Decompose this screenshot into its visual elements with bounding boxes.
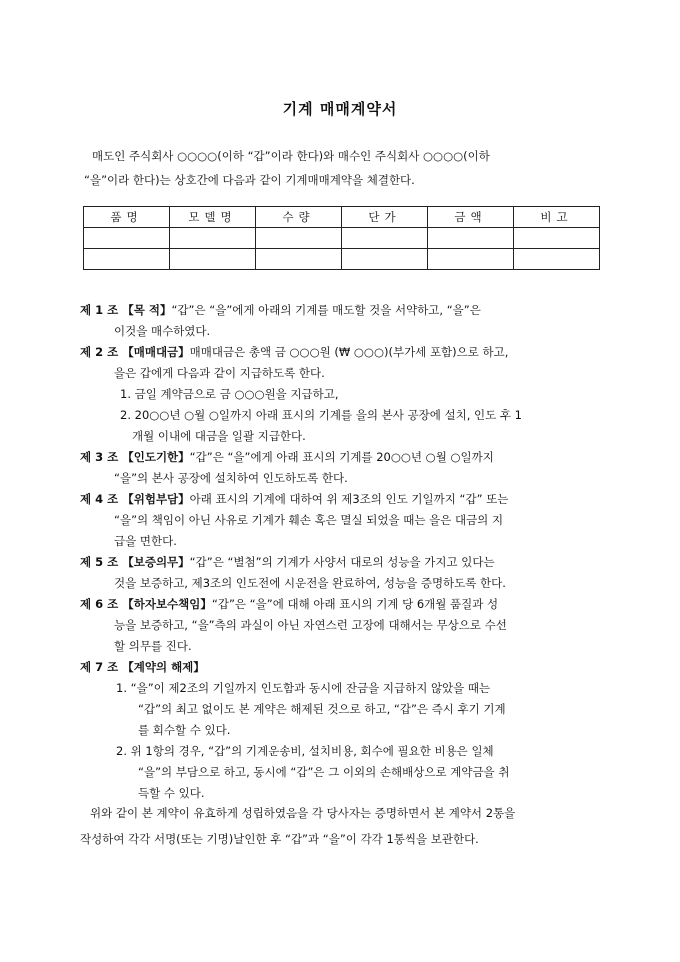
table-cell [84, 249, 170, 270]
article-subitem-cont: “갑”의 최고 없이도 본 계약은 해제된 것으로 하고, “갑”은 즉시 후기 기계 [138, 702, 506, 716]
article-subitem-cont: 개월 이내에 대금을 일괄 지급한다. [132, 429, 306, 443]
article-2 [80, 342, 606, 447]
article-title: 【인도기한】 [122, 450, 190, 464]
table-header-row [84, 207, 600, 228]
header-item-name: 품명 [84, 207, 170, 228]
article-1 [80, 300, 606, 342]
table-cell [170, 228, 256, 249]
article-subitem: 2. 위 1항의 경우, “갑”의 기계운송비, 설치비용, 회수에 필요한 비용은 일체 [116, 744, 494, 758]
article-text: 을은 갑에게 다음과 같이 지급하도록 한다. [114, 366, 325, 380]
article-text: 이것을 매수하였다. [114, 324, 211, 338]
closing-line: 위와 같이 본 계약이 유효하게 성립하였음을 각 당사자는 증명하면서 본 계약서 2통을 [90, 806, 516, 820]
article-number: 제 1 조 [80, 303, 119, 317]
article-title: 【위험부담】 [122, 492, 190, 506]
article-number: 제 2 조 [80, 345, 119, 359]
table-row [84, 249, 600, 270]
intro-line: 매도인 주식회사 ○○○○(이하 “갑”이라 한다)와 매수인 주식회사 ○○○○(이하 [92, 149, 490, 163]
article-6 [80, 594, 606, 657]
article-first-line [80, 447, 606, 468]
article-3 [80, 447, 606, 489]
article-first-line [80, 300, 606, 321]
header-remarks: 비고 [514, 207, 600, 228]
article-number: 제 7 조 [80, 660, 119, 674]
table-cell [514, 228, 600, 249]
article-7 [80, 657, 606, 804]
closing-line: 작성하여 각각 서명(또는 기명)날인한 후 “갑”과 “을”이 각각 1통씩을 보관한다. [80, 832, 479, 846]
article-number: 제 5 조 [80, 555, 119, 569]
article-subitem-cont: “을”의 부담으로 하고, 동시에 “갑”은 그 이외의 손해배상으로 계약금을 취 [138, 765, 510, 779]
article-text: 급을 면한다. [114, 534, 177, 548]
article-text: 매매대금은 총액 금 ○○○원 (₩ ○○○)(부가세 포함)으로 하고, [189, 345, 509, 359]
article-text: 능을 보증하고, “을”측의 과실이 아닌 자연스런 고장에 대해서는 무상으로 수선 [114, 618, 507, 632]
article-first-line [80, 594, 606, 615]
article-first-line [80, 552, 606, 573]
article-title: 【매매대금】 [122, 345, 190, 359]
article-text: “갑”은 “을”에 대해 아래 표시의 기계 당 6개월 품질과 성 [211, 597, 499, 611]
article-4 [80, 489, 606, 552]
article-subitem-cont: 를 회수할 수 있다. [138, 723, 231, 737]
table-cell [342, 249, 428, 270]
article-title: 【목 적】 [122, 303, 172, 317]
table-row [84, 228, 600, 249]
table-cell [256, 228, 342, 249]
intro-paragraph [84, 144, 604, 192]
article-first-line [80, 657, 606, 678]
table-cell [428, 249, 514, 270]
table-cell [256, 249, 342, 270]
table-cell [84, 228, 170, 249]
table-cell [342, 228, 428, 249]
header-unit-price: 단가 [342, 207, 428, 228]
article-text: 아래 표시의 기계에 대하여 위 제3조의 인도 기일까지 “갑” 또는 [189, 492, 509, 506]
header-model-name: 모델명 [170, 207, 256, 228]
article-text: “을”의 책임이 아닌 사유로 기계가 훼손 혹은 멸실 되었을 때는 을은 대금의 지 [114, 513, 504, 527]
article-text: “갑”은 “을”에게 아래 표시의 기계를 20○○년 ○월 ○일까지 [189, 450, 494, 464]
article-text: “갑”은 “을”에게 아래의 기계를 매도할 것을 서약하고, “을”은 [171, 303, 481, 317]
article-first-line [80, 489, 606, 510]
article-subitem: 1. “을”이 제2조의 기일까지 인도함과 동시에 잔금을 지급하지 않았을 때는 [116, 681, 491, 695]
document-title: 기계 매매계약서 [282, 100, 398, 118]
table-cell [428, 228, 514, 249]
article-title: 【보증의무】 [122, 555, 190, 569]
header-amount: 금액 [428, 207, 514, 228]
table-cell [514, 249, 600, 270]
article-number: 제 4 조 [80, 492, 119, 506]
article-subitem: 1. 금일 계약금으로 금 ○○○원을 지급하고, [120, 387, 339, 401]
closing-paragraph [80, 800, 600, 852]
item-table [83, 206, 600, 270]
article-title: 【계약의 해제】 [122, 660, 205, 674]
article-text: “을”의 본사 공장에 설치하여 인도하도록 한다. [114, 471, 348, 485]
article-number: 제 3 조 [80, 450, 119, 464]
table-cell [170, 249, 256, 270]
article-text: 할 의무를 진다. [114, 639, 192, 653]
intro-line: “을”이라 한다)는 상호간에 다음과 같이 기계매매계약을 체결한다. [84, 173, 415, 187]
article-text: 것을 보증하고, 제3조의 인도전에 시운전을 완료하여, 성능을 증명하도록 한다. [114, 576, 506, 590]
header-quantity: 수량 [256, 207, 342, 228]
article-text: “갑”은 “별첨”의 기계가 사양서 대로의 성능을 가지고 있다는 [189, 555, 495, 569]
article-number: 제 6 조 [80, 597, 119, 611]
article-title: 【하자보수책임】 [122, 597, 212, 611]
articles-section [80, 300, 606, 804]
article-subitem: 2. 20○○년 ○월 ○일까지 아래 표시의 기계를 을의 본사 공장에 설치, 인도 후 1 [120, 408, 522, 422]
article-subitem-cont: 득할 수 있다. [138, 786, 205, 800]
article-first-line [80, 342, 606, 363]
article-5 [80, 552, 606, 594]
